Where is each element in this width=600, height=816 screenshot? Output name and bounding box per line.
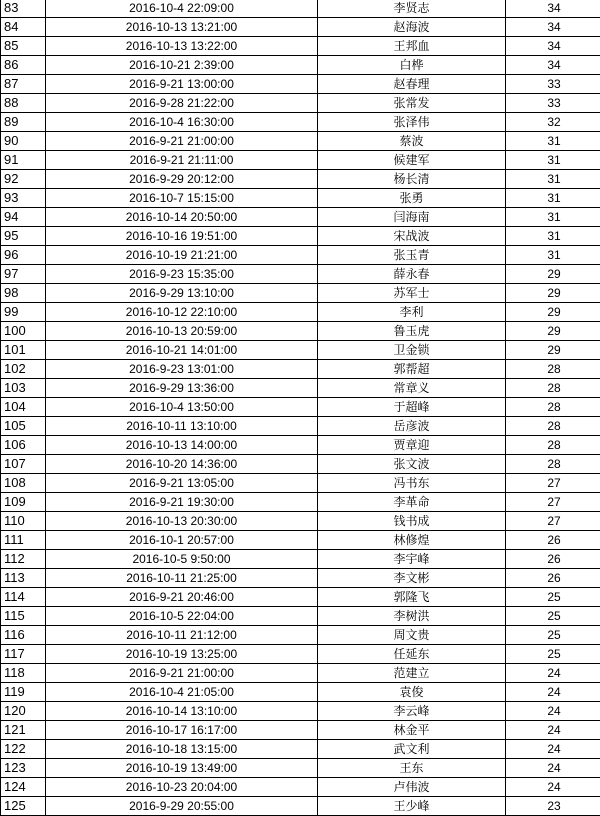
rank-cell: 86 [1,56,46,75]
time-cell: 2016-10-13 13:21:00 [46,18,318,37]
score-cell: 31 [506,246,600,265]
name-cell: 赵春理 [318,75,506,94]
ranking-table-body [1,0,600,816]
score-cell: 25 [506,607,600,626]
score-cell: 28 [506,398,600,417]
time-cell: 2016-9-28 21:22:00 [46,94,318,113]
time-cell: 2016-10-17 16:17:00 [46,721,318,740]
rank-cell: 122 [1,740,46,759]
score-cell: 28 [506,360,600,379]
rank-cell: 116 [1,626,46,645]
name-cell: 林金平 [318,721,506,740]
name-cell: 常章义 [318,379,506,398]
name-cell: 袁俊 [318,683,506,702]
time-cell: 2016-9-29 13:10:00 [46,284,318,303]
time-cell: 2016-10-4 13:50:00 [46,398,318,417]
time-cell: 2016-10-18 13:15:00 [46,740,318,759]
rank-cell: 115 [1,607,46,626]
table-row [1,645,600,664]
score-cell: 26 [506,550,600,569]
table-row [1,626,600,645]
table-row [1,284,600,303]
name-cell: 张泽伟 [318,113,506,132]
score-cell: 28 [506,379,600,398]
score-cell: 26 [506,569,600,588]
name-cell: 闫海南 [318,208,506,227]
table-row [1,18,600,37]
time-cell: 2016-9-23 13:01:00 [46,360,318,379]
rank-cell: 102 [1,360,46,379]
table-row [1,227,600,246]
score-cell: 34 [506,18,600,37]
time-cell: 2016-10-11 21:25:00 [46,569,318,588]
rank-cell: 88 [1,94,46,113]
time-cell: 2016-10-20 14:36:00 [46,455,318,474]
name-cell: 张常发 [318,94,506,113]
table-row [1,360,600,379]
rank-cell: 124 [1,778,46,797]
table-row [1,246,600,265]
name-cell: 李贤志 [318,0,506,18]
time-cell: 2016-9-21 21:11:00 [46,151,318,170]
name-cell: 卫金锁 [318,341,506,360]
score-cell: 32 [506,113,600,132]
table-row [1,512,600,531]
table-row [1,56,600,75]
score-cell: 31 [506,132,600,151]
time-cell: 2016-9-21 13:00:00 [46,75,318,94]
table-row [1,322,600,341]
table-row [1,436,600,455]
score-cell: 23 [506,797,600,816]
rank-cell: 105 [1,417,46,436]
name-cell: 张玉青 [318,246,506,265]
table-row [1,132,600,151]
rank-cell: 92 [1,170,46,189]
rank-cell: 87 [1,75,46,94]
score-cell: 24 [506,702,600,721]
table-row [1,740,600,759]
name-cell: 白桦 [318,56,506,75]
name-cell: 李利 [318,303,506,322]
rank-cell: 104 [1,398,46,417]
name-cell: 张文波 [318,455,506,474]
name-cell: 贾章迎 [318,436,506,455]
table-row [1,702,600,721]
score-cell: 24 [506,664,600,683]
name-cell: 鲁玉虎 [318,322,506,341]
name-cell: 任延东 [318,645,506,664]
score-cell: 24 [506,740,600,759]
score-cell: 24 [506,778,600,797]
time-cell: 2016-9-21 21:00:00 [46,132,318,151]
score-cell: 28 [506,417,600,436]
name-cell: 郭隆飞 [318,588,506,607]
table-row [1,759,600,778]
rank-cell: 101 [1,341,46,360]
name-cell: 郭帮超 [318,360,506,379]
time-cell: 2016-10-5 9:50:00 [46,550,318,569]
name-cell: 武文利 [318,740,506,759]
name-cell: 卢伟波 [318,778,506,797]
time-cell: 2016-9-29 13:36:00 [46,379,318,398]
rank-cell: 84 [1,18,46,37]
time-cell: 2016-9-23 15:35:00 [46,265,318,284]
score-cell: 24 [506,759,600,778]
time-cell: 2016-9-21 19:30:00 [46,493,318,512]
score-cell: 34 [506,56,600,75]
rank-cell: 103 [1,379,46,398]
table-row [1,474,600,493]
score-cell: 25 [506,645,600,664]
rank-cell: 93 [1,189,46,208]
table-row [1,683,600,702]
name-cell: 王邦血 [318,37,506,56]
time-cell: 2016-10-11 21:12:00 [46,626,318,645]
name-cell: 冯书东 [318,474,506,493]
name-cell: 赵海波 [318,18,506,37]
name-cell: 杨长清 [318,170,506,189]
table-row [1,170,600,189]
rank-cell: 89 [1,113,46,132]
time-cell: 2016-10-13 14:00:00 [46,436,318,455]
time-cell: 2016-10-23 20:04:00 [46,778,318,797]
score-cell: 33 [506,75,600,94]
table-row [1,379,600,398]
score-cell: 28 [506,455,600,474]
time-cell: 2016-9-21 21:00:00 [46,664,318,683]
score-cell: 27 [506,493,600,512]
name-cell: 张勇 [318,189,506,208]
name-cell: 李树洪 [318,607,506,626]
score-cell: 31 [506,227,600,246]
score-cell: 31 [506,170,600,189]
table-row [1,303,600,322]
rank-cell: 97 [1,265,46,284]
score-cell: 24 [506,683,600,702]
time-cell: 2016-10-5 22:04:00 [46,607,318,626]
score-cell: 29 [506,265,600,284]
score-cell: 29 [506,303,600,322]
time-cell: 2016-10-14 13:10:00 [46,702,318,721]
time-cell: 2016-9-21 13:05:00 [46,474,318,493]
rank-cell: 119 [1,683,46,702]
table-row [1,0,600,18]
score-cell: 27 [506,474,600,493]
rank-cell: 123 [1,759,46,778]
rank-cell: 111 [1,531,46,550]
table-row [1,113,600,132]
table-row [1,341,600,360]
table-row [1,778,600,797]
rank-cell: 107 [1,455,46,474]
rank-cell: 110 [1,512,46,531]
score-cell: 25 [506,588,600,607]
time-cell: 2016-9-21 20:46:00 [46,588,318,607]
table-row [1,265,600,284]
rank-cell: 90 [1,132,46,151]
rank-cell: 114 [1,588,46,607]
score-cell: 34 [506,37,600,56]
rank-cell: 108 [1,474,46,493]
time-cell: 2016-10-4 16:30:00 [46,113,318,132]
score-cell: 25 [506,626,600,645]
time-cell: 2016-10-11 13:10:00 [46,417,318,436]
score-cell: 31 [506,189,600,208]
score-cell: 24 [506,721,600,740]
name-cell: 钱书成 [318,512,506,531]
time-cell: 2016-9-29 20:55:00 [46,797,318,816]
time-cell: 2016-10-19 13:49:00 [46,759,318,778]
rank-cell: 100 [1,322,46,341]
rank-cell: 121 [1,721,46,740]
score-cell: 27 [506,512,600,531]
name-cell: 蔡波 [318,132,506,151]
table-row [1,588,600,607]
score-cell: 34 [506,0,600,18]
rank-cell: 106 [1,436,46,455]
rank-cell: 91 [1,151,46,170]
table-row [1,607,600,626]
time-cell: 2016-10-21 14:01:00 [46,341,318,360]
time-cell: 2016-10-21 2:39:00 [46,56,318,75]
rank-cell: 113 [1,569,46,588]
name-cell: 李革命 [318,493,506,512]
table-row [1,455,600,474]
time-cell: 2016-10-13 20:30:00 [46,512,318,531]
table-row [1,75,600,94]
rank-cell: 95 [1,227,46,246]
table-row [1,37,600,56]
table-row [1,94,600,113]
name-cell: 范建立 [318,664,506,683]
score-cell: 31 [506,151,600,170]
rank-cell: 83 [1,0,46,18]
time-cell: 2016-10-13 20:59:00 [46,322,318,341]
name-cell: 岳彦波 [318,417,506,436]
score-cell: 33 [506,94,600,113]
rank-cell: 99 [1,303,46,322]
table-row [1,531,600,550]
rank-cell: 98 [1,284,46,303]
time-cell: 2016-10-12 22:10:00 [46,303,318,322]
score-cell: 29 [506,341,600,360]
time-cell: 2016-10-4 21:05:00 [46,683,318,702]
name-cell: 王东 [318,759,506,778]
time-cell: 2016-10-4 22:09:00 [46,0,318,18]
time-cell: 2016-10-1 20:57:00 [46,531,318,550]
name-cell: 候建军 [318,151,506,170]
score-cell: 29 [506,284,600,303]
table-row [1,151,600,170]
rank-cell: 112 [1,550,46,569]
time-cell: 2016-9-29 20:12:00 [46,170,318,189]
time-cell: 2016-10-19 21:21:00 [46,246,318,265]
table-row [1,550,600,569]
time-cell: 2016-10-13 13:22:00 [46,37,318,56]
score-cell: 31 [506,208,600,227]
time-cell: 2016-10-16 19:51:00 [46,227,318,246]
time-cell: 2016-10-7 15:15:00 [46,189,318,208]
name-cell: 宋战波 [318,227,506,246]
name-cell: 王少峰 [318,797,506,816]
rank-cell: 125 [1,797,46,816]
name-cell: 周文贵 [318,626,506,645]
rank-cell: 94 [1,208,46,227]
rank-cell: 118 [1,664,46,683]
table-row [1,417,600,436]
rank-cell: 120 [1,702,46,721]
table-row [1,398,600,417]
table-row [1,208,600,227]
table-row [1,189,600,208]
score-cell: 26 [506,531,600,550]
name-cell: 林修煌 [318,531,506,550]
name-cell: 薛永春 [318,265,506,284]
name-cell: 李文彬 [318,569,506,588]
time-cell: 2016-10-14 20:50:00 [46,208,318,227]
rank-cell: 85 [1,37,46,56]
score-cell: 28 [506,436,600,455]
table-row [1,664,600,683]
table-row [1,797,600,816]
rank-cell: 96 [1,246,46,265]
table-row [1,721,600,740]
table-row [1,493,600,512]
rank-cell: 109 [1,493,46,512]
name-cell: 李云峰 [318,702,506,721]
name-cell: 于超峰 [318,398,506,417]
name-cell: 李宇峰 [318,550,506,569]
score-cell: 29 [506,322,600,341]
time-cell: 2016-10-19 13:25:00 [46,645,318,664]
table-row [1,569,600,588]
name-cell: 苏军士 [318,284,506,303]
rank-cell: 117 [1,645,46,664]
